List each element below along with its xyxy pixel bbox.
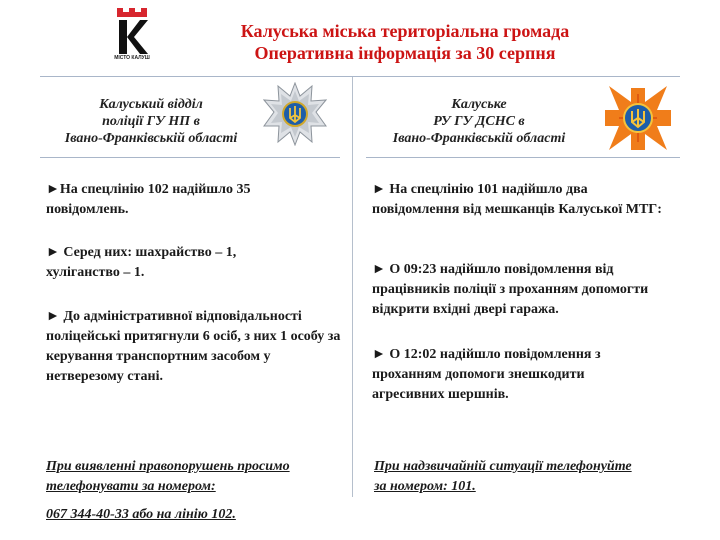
police-offenses-breakdown: ► Серед них: шахрайство – 1, хуліганство – 1. [46, 245, 237, 280]
police-admin-liability: ► До адміністративної відповідальності поліцейські притягнули 6 осіб, з них 1 особу за керування транспортним засобом у нетверезому стані. [46, 309, 341, 384]
logo-caption: МІСТО КАЛУШ [114, 55, 150, 61]
right-section-rule [366, 157, 680, 158]
dsns-contact-note: При надзвичайній ситуації телефонуйте за номером: 101. [374, 457, 694, 497]
title-line-1: Калуська міська територіальна громада [240, 21, 570, 41]
column-divider [352, 77, 353, 497]
police-calls-summary: ►На спецлінію 102 надійшло 35 повідомлень. [46, 182, 251, 217]
police-phone-number[interactable]: 067 344-40-33 або на лінію 102. [46, 507, 236, 522]
top-rule [40, 76, 680, 77]
page-title [185, 20, 625, 64]
police-contact-note: При виявленні правопорушень просимо телефонувати за номером: 067 344-40-33 або на лінію 102. [46, 457, 346, 525]
left-section-rule [40, 157, 340, 158]
dsns-department-name: Калуське РУ ГУ ДСНС в Івано-Франківській області [392, 97, 566, 146]
dsns-garage-door-report: ► О 09:23 надійшло повідомлення від працівників поліції з проханням допомогти відкрити вхідні двері гаража. [372, 262, 649, 317]
dsns-calls-summary: ► На спецлінію 101 надійшло два повідомлення від мешканців Калуської МТГ: [372, 182, 662, 217]
title-line-2: Оперативна інформація за 30 серпня [254, 43, 556, 63]
police-department-name: Калуський відділ поліції ГУ НП в Івано-Франківській області [64, 97, 238, 146]
police-star-emblem-icon [263, 82, 327, 146]
dsns-cross-emblem-icon [601, 80, 675, 156]
dsns-hornets-report: ► О 12:02 надійшло повідомлення з проханням допомоги знешкодити агресивних шершнів. [372, 347, 601, 402]
dsns-phone-number[interactable]: за номером: 101. [374, 479, 476, 494]
